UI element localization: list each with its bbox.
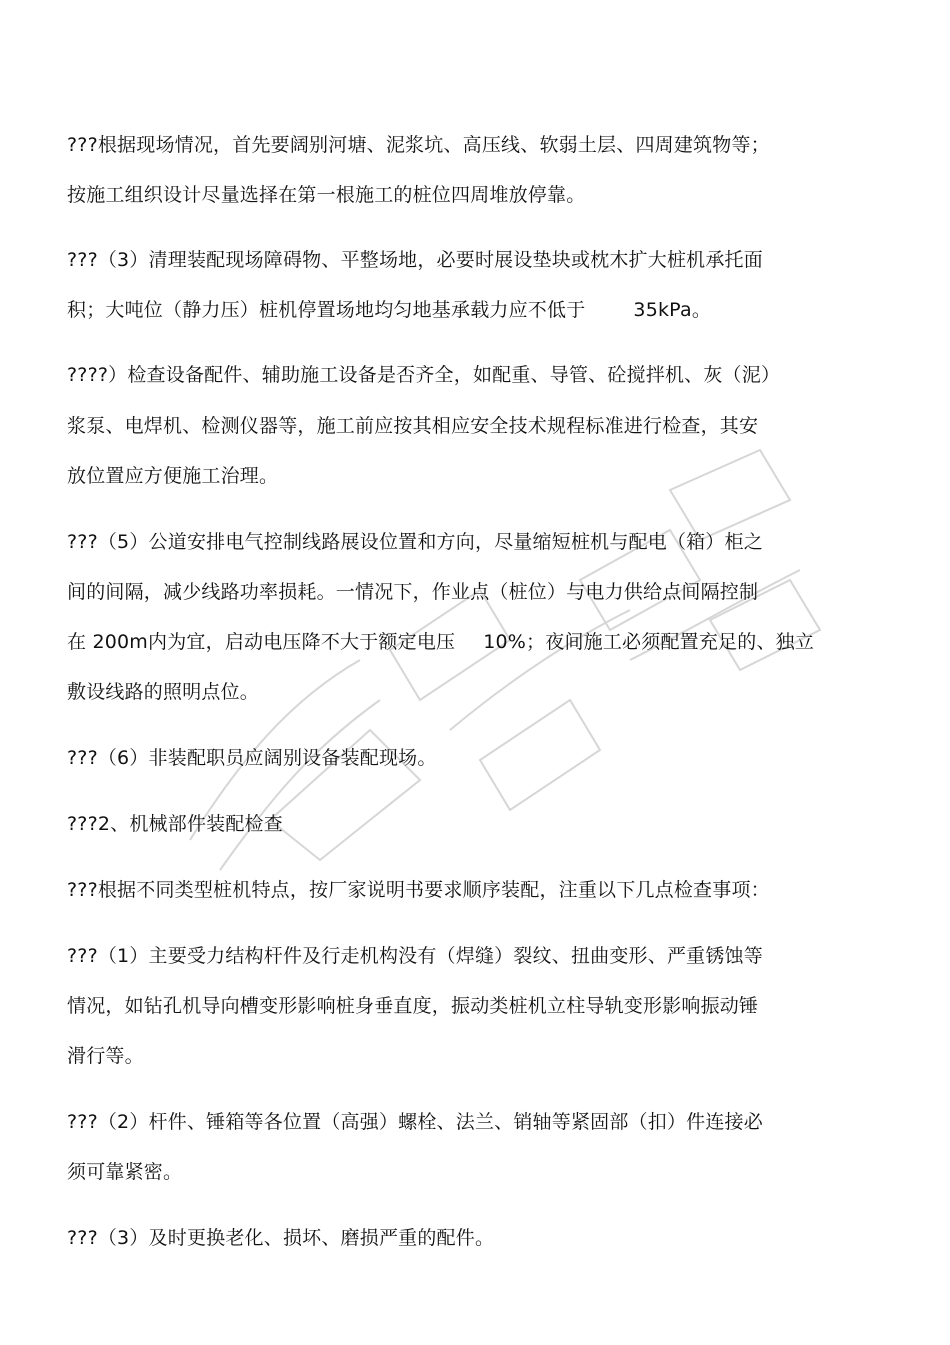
text-line: 情况，如钻孔机导向槽变形影响桩身垂直度，振动类桩机立柱导轨变形影响振动锤 [67,995,759,1017]
text-line [67,297,711,323]
text-line: ???（3）及时更换老化、损坏、磨损严重的配件。 [67,1227,495,1249]
text-line: 按施工组织设计尽量选择在第一根施工的桩位四周堆放停靠。 [67,184,586,206]
text-fragment: 10%；夜间施工必须配置充足的、独立 [483,631,815,653]
text-line: ???（5）公道安排电气控制线路展设位置和方向，尽量缩短桩机与配电（箱）柜之 [67,531,763,553]
text-line: 间的间隔，减少线路功率损耗。一情况下，作业点（桩位）与电力供给点间隔控制 [67,581,759,603]
text-line: 须可靠紧密。 [67,1161,183,1183]
text-fragment: 35kPa。 [633,299,712,321]
section-heading: ???2、机械部件装配检查 [67,813,283,835]
text-line: ???（3）清理装配现场障碍物、平整场地，必要时展设垫块或枕木扩大桩机承托面 [67,249,763,271]
text-line: 滑行等。 [67,1045,144,1067]
text-line: ???（2）杆件、锤箱等各位置（高强）螺栓、法兰、销轴等紧固部（扣）件连接必 [67,1111,763,1133]
text-line: ???（6）非装配职员应阔别设备装配现场。 [67,747,437,769]
text-line: ???（1）主要受力结构杆件及行走机构没有（焊缝）裂纹、扭曲变形、严重锈蚀等 [67,945,763,967]
text-line: ????）检查设备配件、辅助施工设备是否齐全，如配重、导管、砼搅拌机、灰（泥） [67,364,781,386]
text-line: 敷设线路的照明点位。 [67,681,260,703]
text-line [67,629,814,655]
text-fragment: 积；大吨位（静力压）桩机停置场地均匀地基承载力应不低于 [67,299,586,321]
text-line: ???根据现场情况，首先要阔别河塘、泥浆坑、高压线、软弱土层、四周建筑物等； [67,134,770,156]
text-fragment: 在 200m内为宜，启动电压降不大于额定电压 [67,631,456,653]
text-line: 放位置应方便施工治理。 [67,465,279,487]
text-line: ???根据不同类型桩机特点，按厂家说明书要求顺序装配，注重以下几点检查事项： [67,879,770,901]
text-line: 浆泵、电焊机、检测仪器等，施工前应按其相应安全技术规程标准进行检查，其安 [67,415,759,437]
